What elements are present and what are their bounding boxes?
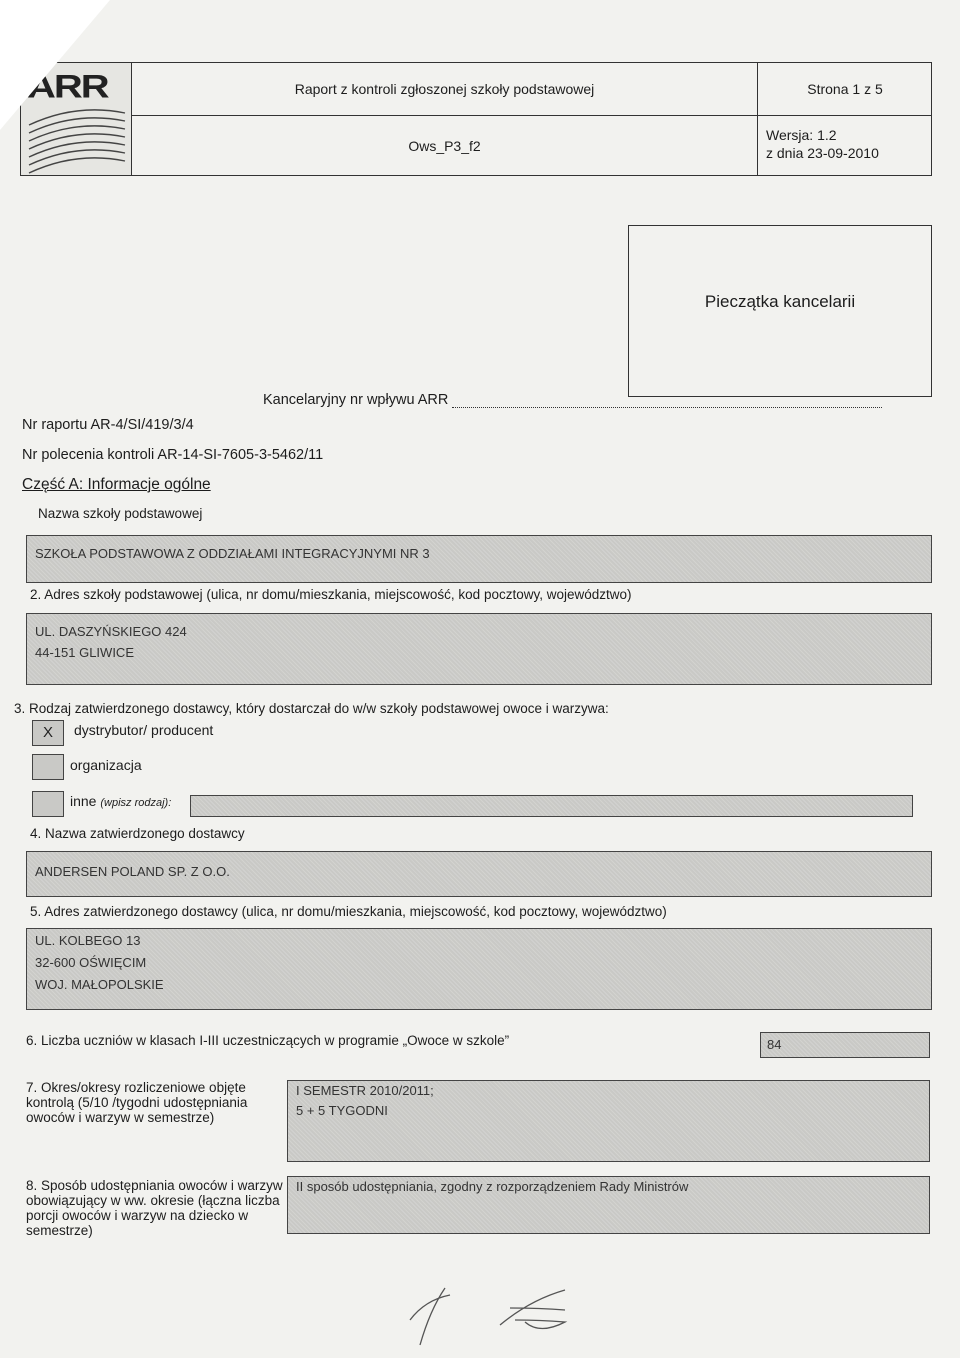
supplier-type-checkbox-other[interactable] bbox=[32, 791, 64, 817]
other-hint: (wpisz rodzaj): bbox=[100, 797, 172, 809]
supplier-name-label: 4. Nazwa zatwierdzonego dostawcy bbox=[30, 826, 245, 841]
order-number: Nr polecenia kontroli AR-14-SI-7605-3-5462/11 bbox=[22, 447, 324, 463]
supplier-type-option-other bbox=[70, 793, 171, 809]
supplier-address-label: 5. Adres zatwierdzonego dostawcy (ulica, nr domu/mieszkania, miejscowość, kod pocztowy, województwo) bbox=[30, 904, 667, 919]
report-number: Nr raportu AR-4/SI/419/3/4 bbox=[22, 417, 194, 433]
settlement-period-label: 7. Okres/okresy rozliczeniowe objęte kontrolą (5/10 /tygodni udostępniania owoców i warzyw w semestrze) bbox=[26, 1080, 248, 1125]
pupil-count-label: 6. Liczba uczniów w klasach I-III uczestniczących w programie „Owoce w szkole” bbox=[26, 1033, 510, 1048]
version-info bbox=[757, 116, 931, 175]
distribution-method-field[interactable]: II sposób udostępniania, zgodny z rozporządzeniem Rady Ministrów bbox=[287, 1176, 930, 1234]
distribution-method-label: 8. Sposób udostępniania owoców i warzyw obowiązujący w ww. okresie (łączna liczba porcji owoców i warzyw na dziecko w semestrze) bbox=[26, 1178, 283, 1238]
supplier-address-field[interactable] bbox=[26, 928, 932, 1010]
registry-number-line bbox=[263, 392, 882, 408]
supplier-address-line-2: 32-600 OŚWIĘCIM bbox=[35, 955, 147, 970]
supplier-name-field[interactable]: ANDERSEN POLAND SP. Z O.O. bbox=[26, 851, 932, 897]
registry-label: Kancelaryjny nr wpływu ARR bbox=[263, 392, 449, 408]
folded-corner bbox=[0, 0, 110, 130]
supplier-type-checkbox-distributor[interactable]: X bbox=[32, 720, 64, 746]
supplier-type-option-distributor: dystrybutor/ producent bbox=[74, 722, 214, 738]
page-number: Strona 1 z 5 bbox=[757, 63, 932, 116]
supplier-address-line-1: UL. KOLBEGO 13 bbox=[35, 933, 141, 948]
settlement-period-line-2: 5 + 5 TYGODNI bbox=[296, 1103, 388, 1118]
school-address-label: 2. Adres szkoły podstawowej (ulica, nr domu/mieszkania, miejscowość, kod pocztowy, województwo) bbox=[30, 587, 632, 602]
stamp-label: Pieczątka kancelarii bbox=[704, 292, 856, 311]
settlement-period-field[interactable] bbox=[287, 1080, 930, 1162]
school-name-field[interactable]: SZKOŁA PODSTAWOWA Z ODDZIAŁAMI INTEGRACYJNYMI NR 3 bbox=[26, 535, 932, 583]
supplier-type-label: 3. Rodzaj zatwierdzonego dostawcy, który dostarczał do w/w szkoły podstawowej owoce i warzywa: bbox=[14, 701, 609, 716]
handwritten-signature bbox=[390, 1280, 590, 1350]
school-address-line-2: 44-151 GLIWICE bbox=[35, 645, 134, 660]
report-title: Raport z kontroli zgłoszonej szkoły podstawowej bbox=[132, 63, 757, 116]
school-address-field[interactable] bbox=[26, 613, 932, 685]
section-title: Część A: Informacje ogólne bbox=[22, 476, 211, 493]
supplier-type-checkbox-organization[interactable] bbox=[32, 754, 64, 780]
version-date: z dnia 23-09-2010 bbox=[766, 145, 879, 161]
version: Wersja: 1.2 bbox=[766, 127, 837, 143]
other-label: inne bbox=[70, 793, 97, 809]
supplier-address-line-3: WOJ. MAŁOPOLSKIE bbox=[35, 977, 164, 992]
pupil-count-field[interactable]: 84 bbox=[760, 1032, 930, 1058]
other-type-field[interactable] bbox=[190, 795, 913, 817]
settlement-period-line-1: I SEMESTR 2010/2011; bbox=[296, 1083, 434, 1098]
office-stamp-box bbox=[628, 225, 932, 397]
school-name-label: Nazwa szkoły podstawowej bbox=[38, 506, 203, 521]
school-address-line-1: UL. DASZYŃSKIEGO 424 bbox=[35, 624, 187, 639]
form-code: Ows_P3_f2 bbox=[408, 137, 481, 154]
header-table bbox=[20, 62, 932, 176]
supplier-type-option-organization: organizacja bbox=[70, 757, 142, 773]
logo-text: ARR bbox=[27, 69, 108, 105]
registry-dotted-field[interactable] bbox=[452, 407, 882, 408]
